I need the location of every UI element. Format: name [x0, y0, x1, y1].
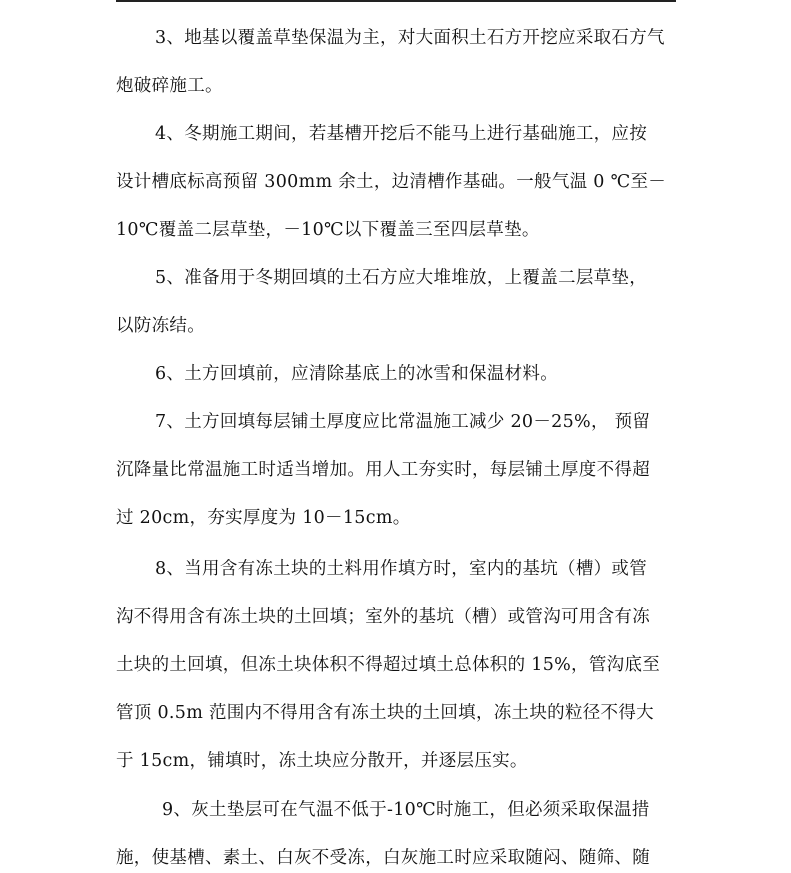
header-rule: [116, 0, 676, 2]
paragraph-9-line-2: 施，使基槽、素土、白灰不受冻，白灰施工时应采取随闷、随筛、随: [116, 848, 650, 868]
paragraph-9-line-1: 9、灰土垫层可在气温不低于-10℃时施工，但必须采取保温措: [162, 800, 650, 820]
paragraph-4-line-1: 4、冬期施工期间，若基槽开挖后不能马上进行基础施工，应按: [155, 124, 648, 144]
paragraph-7-line-1: 7、土方回填每层铺土厚度应比常温施工减少 20－25%， 预留: [155, 412, 651, 432]
paragraph-7-line-3: 过 20cm，夯实厚度为 10－15cm。: [116, 508, 411, 528]
paragraph-4-line-3: 10℃覆盖二层草垫，－10℃以下覆盖三至四层草垫。: [116, 220, 540, 240]
paragraph-7-line-2: 沉降量比常温施工时适当增加。用人工夯实时，每层铺土厚度不得超: [116, 460, 650, 480]
paragraph-8-line-5: 于 15cm，铺填时，冻土块应分散开，并逐层压实。: [116, 751, 528, 771]
paragraph-6-line-1: 6、土方回填前，应清除基底上的冰雪和保温材料。: [155, 364, 559, 384]
paragraph-8-line-2: 沟不得用含有冻土块的土回填；室外的基坑（槽）或管沟可用含有冻: [116, 607, 650, 627]
paragraph-3-line-1: 3、地基以覆盖草垫保温为主，对大面积土石方开挖应采取石方气: [155, 28, 665, 48]
paragraph-5-line-2: 以防冻结。: [116, 316, 205, 336]
paragraph-8-line-4: 管顶 0.5m 范围内不得用含有冻土块的土回填，冻土块的粒径不得大: [116, 703, 654, 723]
paragraph-8-line-1: 8、当用含有冻土块的土料用作填方时，室内的基坑（槽）或管: [155, 559, 648, 579]
paragraph-3-line-2: 炮破碎施工。: [116, 76, 223, 96]
paragraph-4-line-2: 设计槽底标高预留 300mm 余土，边清槽作基础。一般气温 0 ℃至－: [116, 172, 667, 192]
paragraph-5-line-1: 5、准备用于冬期回填的土石方应大堆堆放，上覆盖二层草垫，: [155, 268, 648, 288]
paragraph-8-line-3: 土块的土回填，但冻土块体积不得超过填土总体积的 15%，管沟底至: [116, 655, 661, 675]
